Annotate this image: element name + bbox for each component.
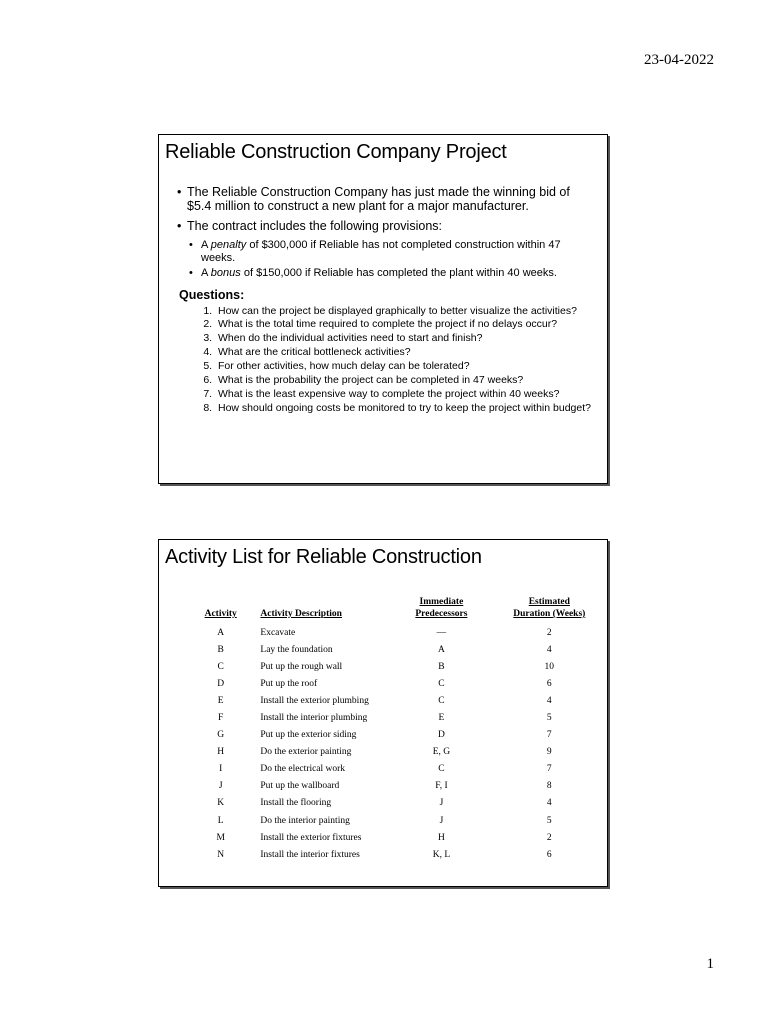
cell-duration: 6 xyxy=(546,678,552,689)
question-item: 5. For other activities, how much delay can be tolerated? xyxy=(215,361,597,373)
cell-predecessors: B xyxy=(438,661,445,672)
table-header-row xyxy=(193,596,607,624)
cell-description: Install the flooring xyxy=(260,798,332,809)
cell-description: Put up the wallboard xyxy=(260,781,340,792)
table-row xyxy=(193,761,607,778)
table-row xyxy=(193,812,607,829)
slide-activity-list xyxy=(158,539,608,887)
cell-predecessors: J xyxy=(439,815,444,826)
col-header-activity: Activity xyxy=(204,609,237,619)
table-row xyxy=(193,795,607,812)
cell-duration: 4 xyxy=(546,695,552,706)
question-item: 1. How can the project be displayed graphically to better visualize the activities? xyxy=(215,306,597,318)
table-row xyxy=(193,675,607,692)
cell-predecessors: E, G xyxy=(432,747,451,758)
slide-project-overview xyxy=(158,134,608,484)
cell-activity: B xyxy=(217,644,224,655)
cell-description: Put up the roof xyxy=(260,678,318,689)
cell-predecessors: — xyxy=(436,627,447,638)
cell-description: Install the interior fixtures xyxy=(260,849,360,860)
table-row xyxy=(193,727,607,744)
question-item: 4. What are the critical bottleneck activities? xyxy=(215,347,597,359)
col-header-duration: Estimated Duration (Weeks) xyxy=(513,597,586,619)
bonus-emphasis: bonus xyxy=(210,267,241,279)
cell-description: Do the electrical work xyxy=(260,764,346,775)
table-row xyxy=(193,744,607,761)
table-row xyxy=(193,624,607,641)
cell-predecessors: D xyxy=(437,730,445,741)
bullet-contract: • The contract includes the following provisions: xyxy=(177,219,597,233)
cell-predecessors: K, L xyxy=(432,849,451,860)
cell-activity: J xyxy=(218,781,223,792)
cell-duration: 8 xyxy=(546,781,552,792)
cell-duration: 4 xyxy=(546,798,552,809)
cell-activity: K xyxy=(217,798,225,809)
cell-duration: 6 xyxy=(546,849,552,860)
cell-activity: N xyxy=(217,849,225,860)
bullet-list xyxy=(177,185,597,417)
cell-predecessors: C xyxy=(438,695,445,706)
cell-description: Excavate xyxy=(260,627,296,638)
cell-description: Do the interior painting xyxy=(260,815,350,826)
table-row xyxy=(193,709,607,726)
table-row xyxy=(193,692,607,709)
table-row xyxy=(193,641,607,658)
cell-description: Install the interior plumbing xyxy=(260,713,368,724)
cell-activity: H xyxy=(217,747,225,758)
cell-predecessors: H xyxy=(437,832,445,843)
page-date: 23-04-2022 xyxy=(644,52,714,68)
cell-duration: 5 xyxy=(546,815,552,826)
cell-activity: L xyxy=(217,815,224,826)
cell-description: Do the exterior painting xyxy=(260,747,352,758)
cell-predecessors: C xyxy=(438,678,445,689)
bullet-bid: • The Reliable Construction Company has just made the winning bid of $5.4 million to construct a new plant for a major manufacturer. xyxy=(177,185,597,213)
cell-duration: 4 xyxy=(546,644,552,655)
cell-activity: C xyxy=(217,661,224,672)
slide-title: Activity List for Reliable Construction xyxy=(165,546,482,568)
cell-activity: G xyxy=(217,730,225,741)
question-item: 8. How should ongoing costs be monitored to try to keep the project within budget? xyxy=(215,403,597,415)
cell-description: Lay the foundation xyxy=(260,644,333,655)
cell-activity: D xyxy=(217,678,225,689)
cell-duration: 10 xyxy=(544,661,555,672)
penalty-emphasis: penalty xyxy=(210,239,247,251)
question-item: 2. What is the total time required to complete the project if no delays occur? xyxy=(215,319,597,331)
cell-duration: 7 xyxy=(546,764,552,775)
cell-activity: M xyxy=(216,832,225,843)
table-row xyxy=(193,846,607,863)
table-row xyxy=(193,829,607,846)
provision-bonus: • A bonus of $150,000 if Reliable has completed the plant within 40 weeks. xyxy=(177,267,597,280)
cell-activity: E xyxy=(217,695,224,706)
question-item: 3. When do the individual activities need to start and finish? xyxy=(215,333,597,345)
table-row xyxy=(193,778,607,795)
cell-predecessors: J xyxy=(439,798,444,809)
cell-duration: 2 xyxy=(546,627,552,638)
page-number: 1 xyxy=(706,956,714,972)
cell-predecessors: A xyxy=(437,644,445,655)
cell-activity: F xyxy=(218,713,224,724)
questions-list xyxy=(177,306,597,415)
cell-activity: I xyxy=(219,764,223,775)
cell-duration: 5 xyxy=(546,713,552,724)
cell-predecessors: F, I xyxy=(435,781,448,792)
activity-table xyxy=(193,596,607,863)
cell-description: Install the exterior fixtures xyxy=(260,832,362,843)
cell-duration: 7 xyxy=(546,730,552,741)
cell-predecessors: C xyxy=(438,764,445,775)
cell-activity: A xyxy=(217,627,225,638)
question-item: 7. What is the least expensive way to complete the project within 40 weeks? xyxy=(215,389,597,401)
col-header-predecessors: Immediate Predecessors xyxy=(415,597,468,619)
question-item: 6. What is the probability the project can be completed in 47 weeks? xyxy=(215,375,597,387)
table-row xyxy=(193,658,607,675)
col-header-description: Activity Description xyxy=(260,609,342,619)
activity-rows xyxy=(193,624,607,863)
cell-description: Put up the exterior siding xyxy=(260,730,357,741)
questions-heading: Questions: xyxy=(179,287,245,302)
cell-predecessors: E xyxy=(438,713,445,724)
cell-duration: 2 xyxy=(546,832,552,843)
provision-penalty: • A penalty of $300,000 if Reliable has not completed construction within 47 weeks. xyxy=(177,239,597,264)
cell-description: Install the exterior plumbing xyxy=(260,695,369,706)
cell-description: Put up the rough wall xyxy=(260,661,343,672)
slide-title: Reliable Construction Company Project xyxy=(165,141,507,163)
cell-duration: 9 xyxy=(546,747,552,758)
